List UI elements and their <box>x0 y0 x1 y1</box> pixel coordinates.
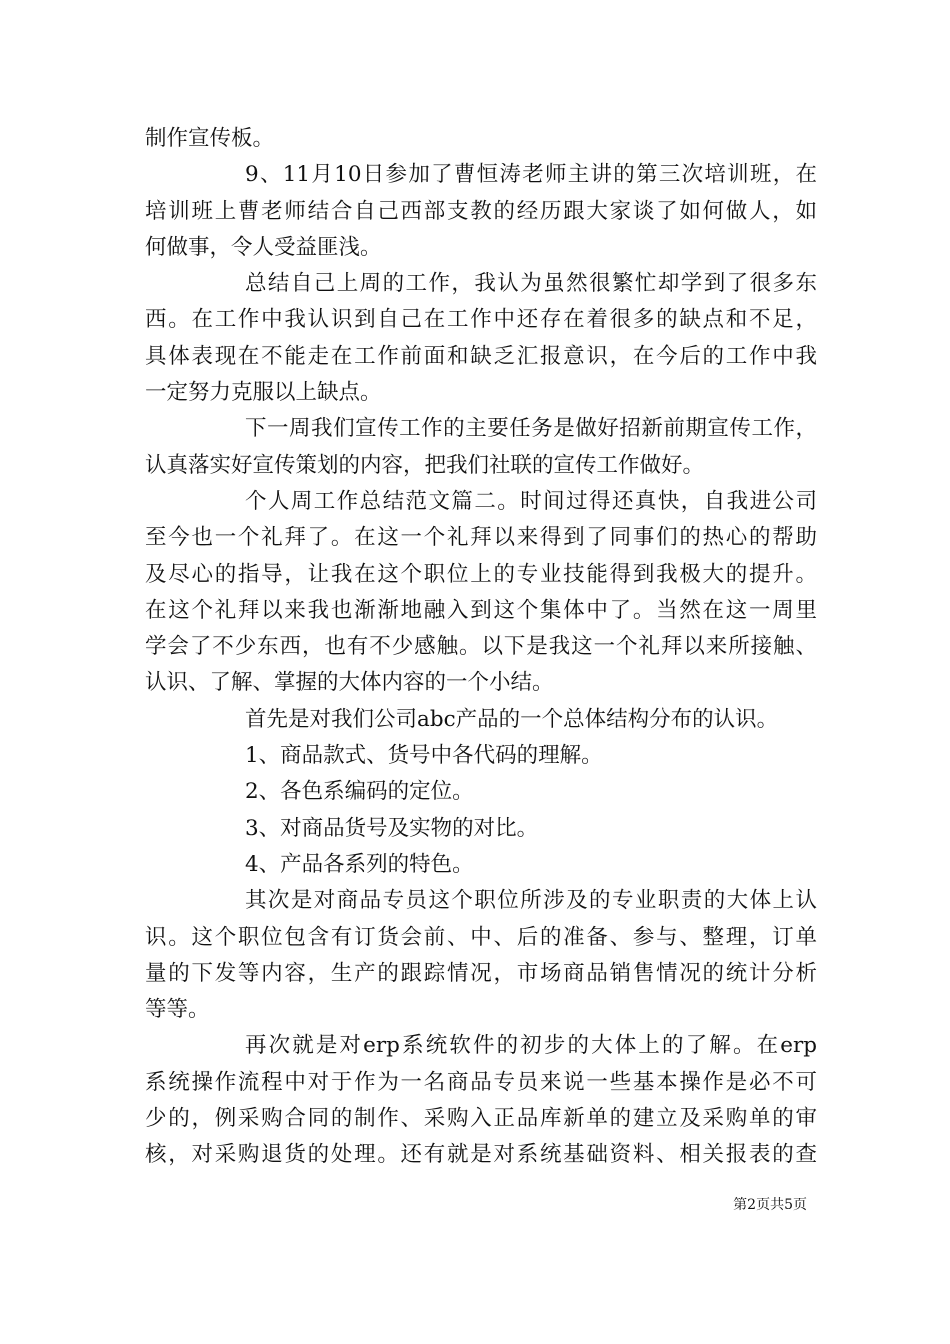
text-line: 等等。 <box>145 997 210 1023</box>
text-line: 培训班上曹老师结合自己西部支教的经历跟大家谈了如何做人，如 <box>145 198 817 224</box>
text-line: 少的，例采购合同的制作、采购入正品库新单的建立及采购单的审 <box>145 1106 817 1132</box>
text-line: 4、产品各系列的特色。 <box>245 851 474 877</box>
text-line: 再次就是对erp系统软件的初步的大体上的了解。在erp <box>245 1033 817 1059</box>
text-line: 3、对商品货号及实物的对比。 <box>245 815 539 841</box>
page-number-footer: 第2页共5页 <box>733 1197 807 1213</box>
text-line: 核，对采购退货的处理。还有就是对系统基础资料、相关报表的查 <box>145 1142 817 1168</box>
text-line: 识。这个职位包含有订货会前、中、后的准备、参与、整理，订单 <box>145 924 817 950</box>
text-line: 下一周我们宣传工作的主要任务是做好招新前期宣传工作， <box>245 416 817 442</box>
text-line: 西。在工作中我认识到自己在工作中还存在着很多的缺点和不足， <box>145 307 817 333</box>
text-line: 认真落实好宣传策划的内容，把我们社联的宣传工作做好。 <box>145 452 705 478</box>
text-line: 及尽心的指导，让我在这个职位上的专业技能得到我极大的提升。 <box>145 561 817 587</box>
text-line: 认识、了解、掌握的大体内容的一个小结。 <box>145 670 554 696</box>
text-line: 一定努力克服以上缺点。 <box>145 380 382 406</box>
text-line: 首先是对我们公司abc产品的一个总体结构分布的认识。 <box>245 706 779 732</box>
text-line: 至今也一个礼拜了。在这一个礼拜以来得到了同事们的热心的帮助 <box>145 525 817 551</box>
text-line: 系统操作流程中对于作为一名商品专员来说一些基本操作是必不可 <box>145 1069 817 1095</box>
text-line: 其次是对商品专员这个职位所涉及的专业职责的大体上认 <box>245 888 817 914</box>
text-line: 1、商品款式、货号中各代码的理解。 <box>245 743 603 769</box>
text-line: 个人周工作总结范文篇二。时间过得还真快，自我进公司 <box>245 488 817 514</box>
text-line: 何做事，令人受益匪浅。 <box>145 234 382 260</box>
text-line: 量的下发等内容，生产的跟踪情况，市场商品销售情况的统计分析 <box>145 960 817 986</box>
text-line: 具体表现在不能走在工作前面和缺乏汇报意识，在今后的工作中我 <box>145 343 817 369</box>
text-line: 9、11月10日参加了曹恒涛老师主讲的第三次培训班，在 <box>245 162 817 188</box>
text-line: 制作宣传板。 <box>145 126 275 151</box>
text-line: 在这个礼拜以来我也渐渐地融入到这个集体中了。当然在这一周里 <box>145 597 817 623</box>
document-body <box>145 121 817 1174</box>
text-line: 总结自己上周的工作，我认为虽然很繁忙却学到了很多东 <box>245 271 817 297</box>
text-line: 2、各色系编码的定位。 <box>245 779 474 805</box>
text-line: 学会了不少东西，也有不少感触。以下是我这一个礼拜以来所接触、 <box>145 634 817 660</box>
